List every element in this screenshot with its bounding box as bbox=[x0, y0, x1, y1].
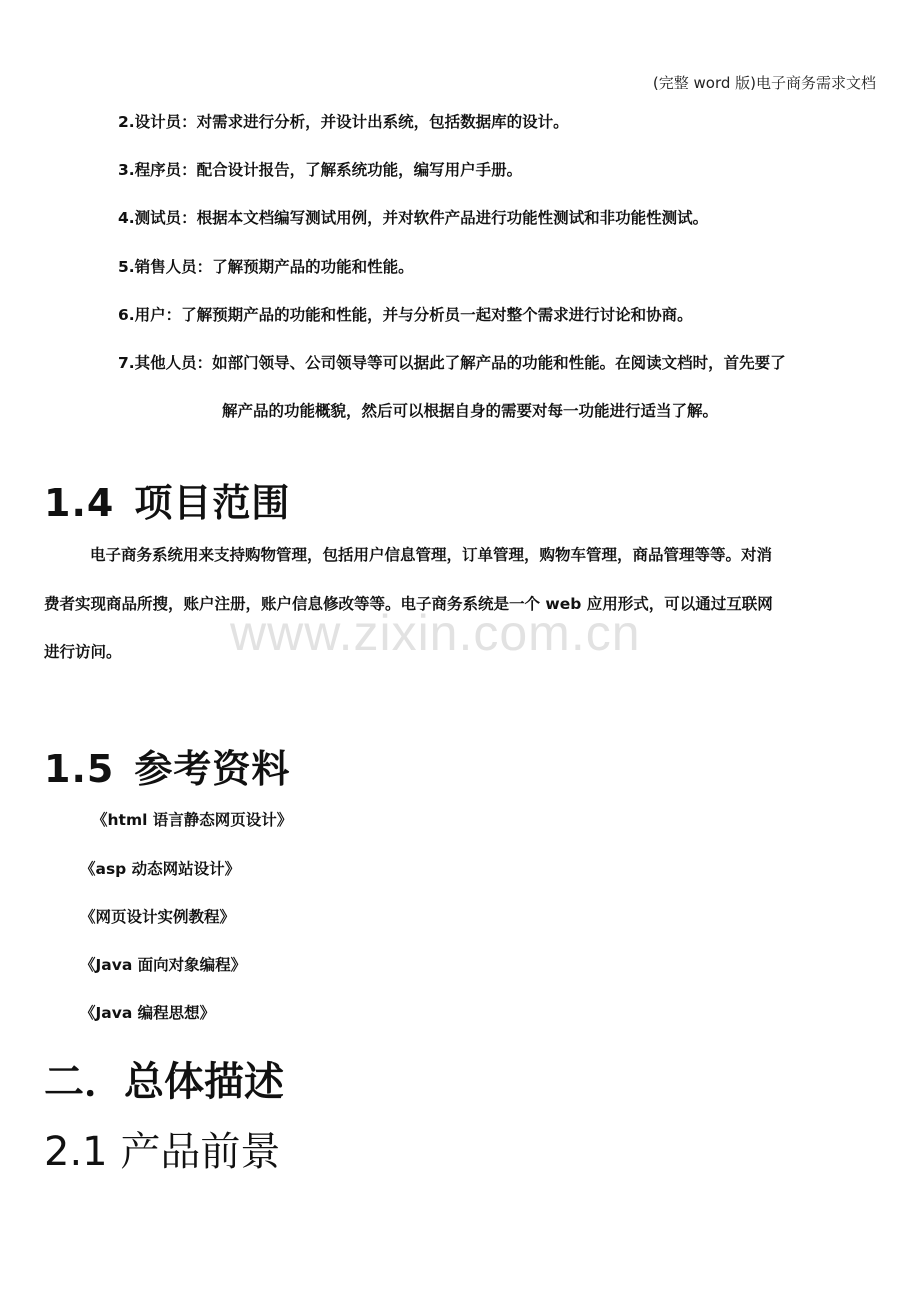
document-header-note: (完整 word 版)电子商务需求文档 bbox=[652, 74, 876, 92]
section-title: 参考资料 bbox=[134, 747, 291, 791]
role-others: 7.其他人员：如部门领导、公司领导等可以据此了解产品的功能和性能。在阅读文档时，首先要了 bbox=[118, 354, 786, 372]
reference-item: 《html 语言静态网页设计》 bbox=[92, 811, 293, 829]
subsection-heading: 2.1 产品前景 bbox=[44, 1129, 281, 1175]
watermark: www.zixin.com.cn bbox=[230, 605, 641, 661]
section-number: 1.4 bbox=[44, 481, 115, 525]
section-heading-references bbox=[44, 738, 290, 793]
reference-item: 《asp 动态网站设计》 bbox=[80, 860, 241, 878]
reference-item: 《Java 编程思想》 bbox=[80, 1004, 216, 1022]
role-sales: 5.销售人员：了解预期产品的功能和性能。 bbox=[118, 258, 414, 276]
role-programmer: 3.程序员：配合设计报告，了解系统功能，编写用户手册。 bbox=[118, 161, 523, 179]
scope-paragraph-line: 电子商务系统用来支持购物管理，包括用户信息管理，订单管理，购物车管理，商品管理等等。对消 bbox=[90, 546, 773, 564]
role-user: 6.用户：了解预期产品的功能和性能，并与分析员一起对整个需求进行讨论和协商。 bbox=[118, 306, 693, 324]
reference-item: 《Java 面向对象编程》 bbox=[80, 956, 247, 974]
role-designer: 2.设计员：对需求进行分析，并设计出系统，包括数据库的设计。 bbox=[118, 113, 569, 131]
section-number: 1.5 bbox=[44, 747, 115, 791]
role-others-continuation: 解产品的功能概貌，然后可以根据自身的需要对每一功能进行适当了解。 bbox=[222, 402, 719, 420]
role-tester: 4.测试员：根据本文档编写测试用例，并对软件产品进行功能性测试和非功能性测试。 bbox=[118, 209, 709, 227]
scope-paragraph-line: 进行访问。 bbox=[44, 643, 122, 661]
section-heading-scope bbox=[44, 472, 290, 527]
section-title: 项目范围 bbox=[134, 481, 291, 525]
reference-item: 《网页设计实例教程》 bbox=[80, 908, 236, 926]
chapter-heading: 二．总体描述 bbox=[44, 1059, 284, 1105]
scope-paragraph-line: 费者实现商品所搜，账户注册，账户信息修改等等。电子商务系统是一个 web 应用形式，可以通过互联网 bbox=[44, 595, 773, 613]
